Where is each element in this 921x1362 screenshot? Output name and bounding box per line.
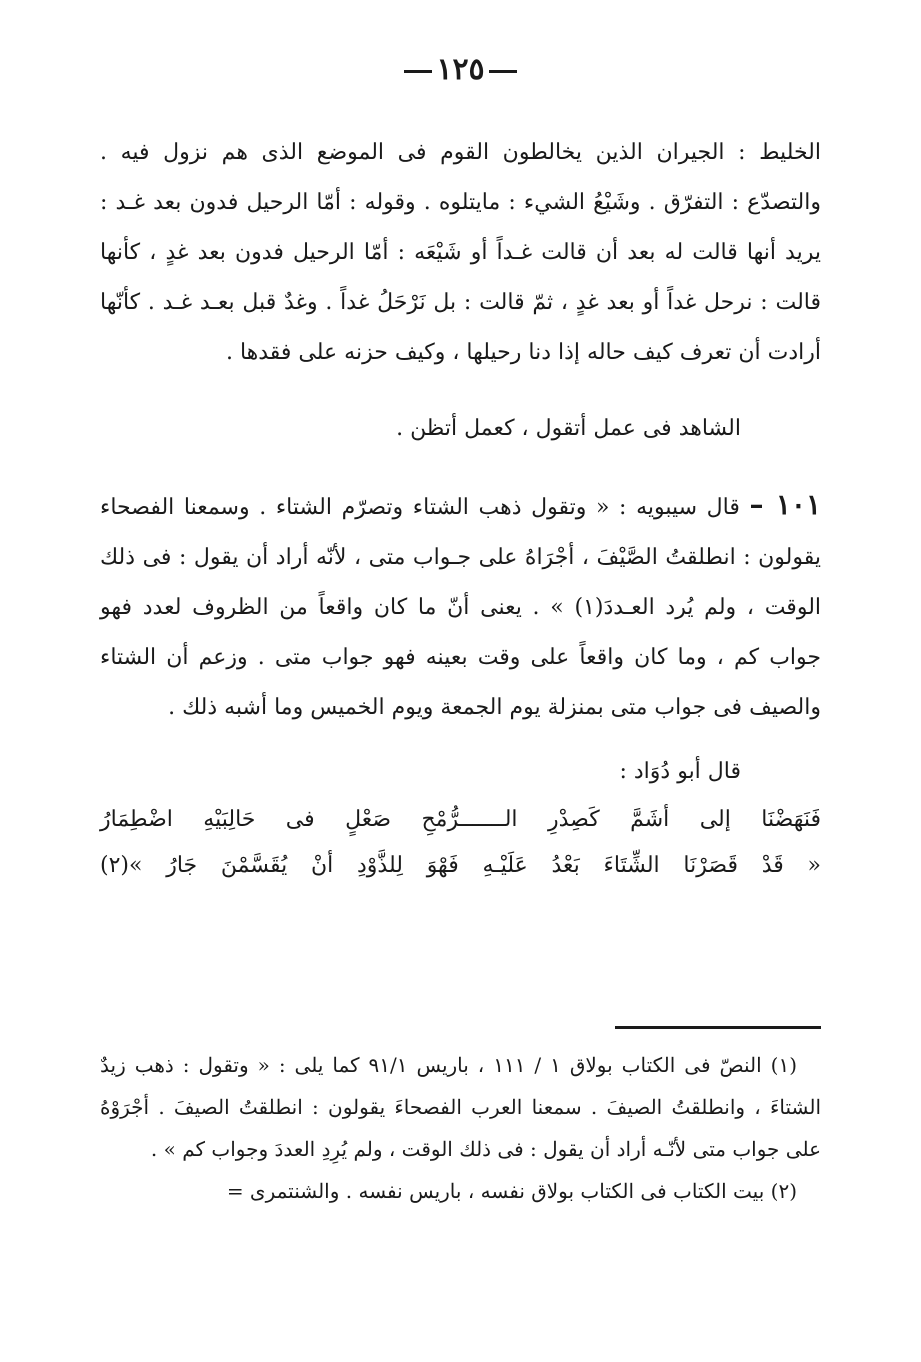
- witness-line: الشاهد فى عمل أتقول ، كعمل أتظن .: [396, 416, 741, 441]
- page-number-text: ١٢٥: [436, 52, 485, 87]
- entry-text: قال سيبويه : « وتقول ذهب الشتاء وتصرّم الشتاء . وسمعنا الفصحاء يقولون : انطلقتُ الصَّيْفَ ، أجْرَاهُ على جـواب متى ، لأنّه أراد أن يقول : فى ذلك الوقت ، ولم يُرد العـددَ(١) » . يعنى أنّ ما كان واقعاً من الظروف لعدد فهو جواب كم ، وما كان واقعاً على وقت بعينه فهو جواب متى . وزعم أن الشتاء والصيف فى جواب متى بمنزلة يوم الجمعة ويوم الخميس وما أشبه ذلك .: [100, 495, 822, 720]
- verse-line-1: فَنَهَضْنَا إلى أشَمَّ كَصِدْرِ الـــــــرُّمْحِ صَعْلٍ فى حَالِبَيْهِ اضْطِمَارُ: [100, 807, 821, 832]
- spacer: [100, 454, 821, 480]
- main-text: [100, 128, 821, 889]
- verse-block: [100, 797, 821, 889]
- dash-right: [489, 70, 517, 73]
- footnote-rule: [615, 1026, 821, 1029]
- dash-left: [404, 70, 432, 73]
- footnotes: [100, 1044, 821, 1212]
- footnote-2: (٢) بيت الكتاب فى الكتاب بولاق نفسه ، باريس نفسه . والشنتمرى =: [226, 1179, 797, 1203]
- footnote-1: (١) النصّ فى الكتاب بولاق ١ / ١١١ ، باريس ٩١/١ كما يلى : « وتقول : ذهب زيدٌ الشتاءَ ، وانطلقتُ الصيفَ . سمعنا العرب الفصحاءَ يقولون : انطلقتُ الصيفَ . أجْرَوْهُ على جواب متى لأنّـه أراد أن يقول : فى ذلك الوقت ، ولم يُرِدِ العددَ وجواب كم » .: [100, 1053, 822, 1161]
- spacer: [100, 378, 821, 404]
- spacer: [100, 733, 821, 747]
- poet-attribution: قال أبو دُوَاد :: [619, 759, 741, 784]
- entry-paragraph: [100, 480, 821, 733]
- page-number: [0, 52, 921, 87]
- entry-number: ١٠١ –: [749, 488, 822, 521]
- commentary-paragraph: الخليط : الجيران الذين يخالطون القوم فى الموضع الذى هم نزول فيه . والتصدّع : التفرّق . وشَيْعُ الشيء : مايتلوه . وقوله : أمّا الرحيل فدون بعد غـد : يريد أنها قالت له بعد أن قالت غـداً أو شَيْعَه : أمّا الرحيل فدون بعد غدٍ ، كأنها قالت : نرحل غداً أو بعد غدٍ ، ثمّ قالت : بل نَرْحَلُ غداً . وغدٌ قبل بعـد غـد . كأنّها أرادت أن تعرف كيف حاله إذا دنا رحيلها ، وكيف حزنه على فقدها .: [100, 140, 821, 365]
- verse-line-2: « قَدْ قَصَرْنَا الشِّتَاءَ بَعْدُ عَلَيْـهِ فَهْوَ لِلذَّوْدِ أنْ يُقَسَّمْنَ جَارُ »(٢): [100, 853, 821, 878]
